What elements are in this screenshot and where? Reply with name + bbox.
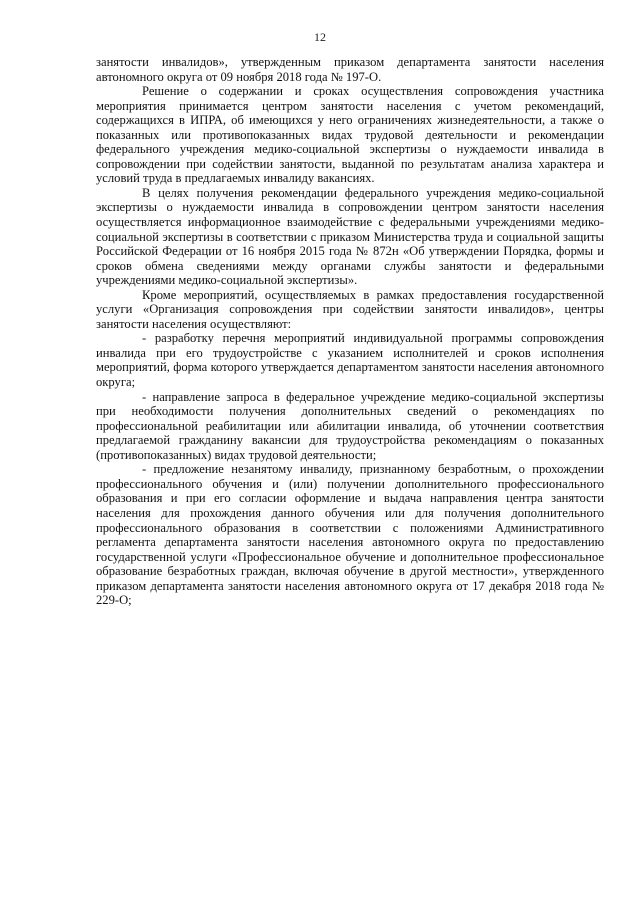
- paragraph-recommendation: В целях получения рекомендации федерального учреждения медико-социальной экспертизы о нуждаемости инвалида в сопровождении центром занятости населения осуществляется информационное взаимодействие с федеральными учреждениями медико-социальной экспертизы в соответствии с приказом Министерства труда и социальной защиты Российской Федерации от 16 ноября 2015 года № 872н «Об утверждении Порядка, формы и сроков обмена сведениями между органами службы занятости и федеральными учреждениями медико-социальной экспертизы».: [96, 185, 604, 288]
- list-item-training-offer: - предложение незанятому инвалиду, признанному безработным, о прохождении профессионального обучения и (или) получении дополнительного профессионального образования и при его согласии оформление и выдача направления центра занятости населения для прохождения данного обучения или для получения дополнительного профессионального образования в соответствии с положениями Административного регламента департамента занятости населения автономного округа по предоставлению государственной услуги «Профессиональное обучение и дополнительное профессиональное образование безработных граждан, включая обучение в другой местности», утвержденного приказом департамента занятости населения автономного округа от 17 декабря 2018 года № 229-О;: [96, 462, 604, 608]
- list-item-program: - разработку перечня мероприятий индивидуальной программы сопровождения инвалида при его трудоустройстве с указанием исполнителей и сроков исполнения мероприятий, форма которого утверждается департаментом занятости населения автономного округа;: [96, 331, 604, 390]
- list-item-request: - направление запроса в федеральное учреждение медико-социальной экспертизы при необходимости получения дополнительных сведений о рекомендациях по профессиональной реабилитации или абилитации инвалида, об уточнении соответствия предлагаемой гражданину вакансии для трудоустройства рекомендациям о показанных (противопоказанных) видах трудовой деятельности;: [96, 389, 604, 462]
- paragraph-continuation: занятости инвалидов», утвержденным приказом департамента занятости населения автономного округа от 09 ноября 2018 года № 197-О.: [96, 55, 604, 84]
- paragraph-decision: Решение о содержании и сроках осуществления сопровождения участника мероприятия принимается центром занятости населения с учетом рекомендаций, содержащихся в ИПРА, об имеющихся у него ограничениях жизнедеятельности, а также о показанных или противопоказанных видах трудовой деятельности и рекомендации федерального учреждения медико-социальной экспертизы о нуждаемости инвалида в сопровождении при содействии занятости, выданной по результатам анализа характера и условий труда в предлагаемых инвалиду вакансиях.: [96, 84, 604, 186]
- page-number: 12: [314, 30, 326, 44]
- paragraph-measures-intro: Кроме мероприятий, осуществляемых в рамках предоставления государственной услуги «Организация сопровождения при содействии занятости инвалидов», центры занятости населения осуществляют:: [96, 287, 604, 331]
- document-body: [96, 55, 604, 608]
